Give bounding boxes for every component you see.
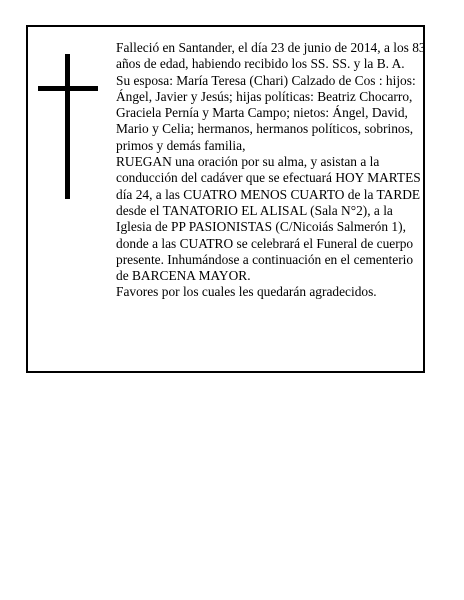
- family-list: Su esposa: María Teresa (Chari) Calzado de Cos : hijos: Ángel, Javier y Jesús; hijas políticas: Beatriz Chocarro, Graciela Pernía y Marta Campo; nietos: Ángel, David, Mario y Celia; hermanos, hermanos políticos, sobrinos, primos y demás familia,: [116, 72, 416, 153]
- cross-icon: [38, 54, 98, 199]
- cross-horizontal-bar: [38, 86, 98, 91]
- funeral-request: RUEGAN una oración por su alma, y asistan a la conducción del cadáver que se efectuará HOY MARTES día 24, a las CUATRO MENOS CUARTO de la TARDE desde el TANATORIO EL ALISAL (Sala N°2), a la Iglesia de PP PASIONISTAS (C/Nicoiás Salmerón 1), donde a las CUATRO se celebrará el Funeral de cuerpo presente. Inhumándose a continuación en el cementerio de BARCENA MAYOR.: [116, 154, 421, 284]
- obituary-text: [116, 40, 426, 301]
- cross-vertical-bar: [65, 54, 70, 199]
- obituary-notice: [26, 25, 425, 373]
- death-announcement: Falleció en Santander, el día 23 de junio de 2014, a los 83 años de edad, habiendo recibido los SS. SS. y la B. A.: [116, 40, 426, 72]
- closing-thanks: Favores por los cuales les quedarán agradecidos.: [116, 284, 377, 300]
